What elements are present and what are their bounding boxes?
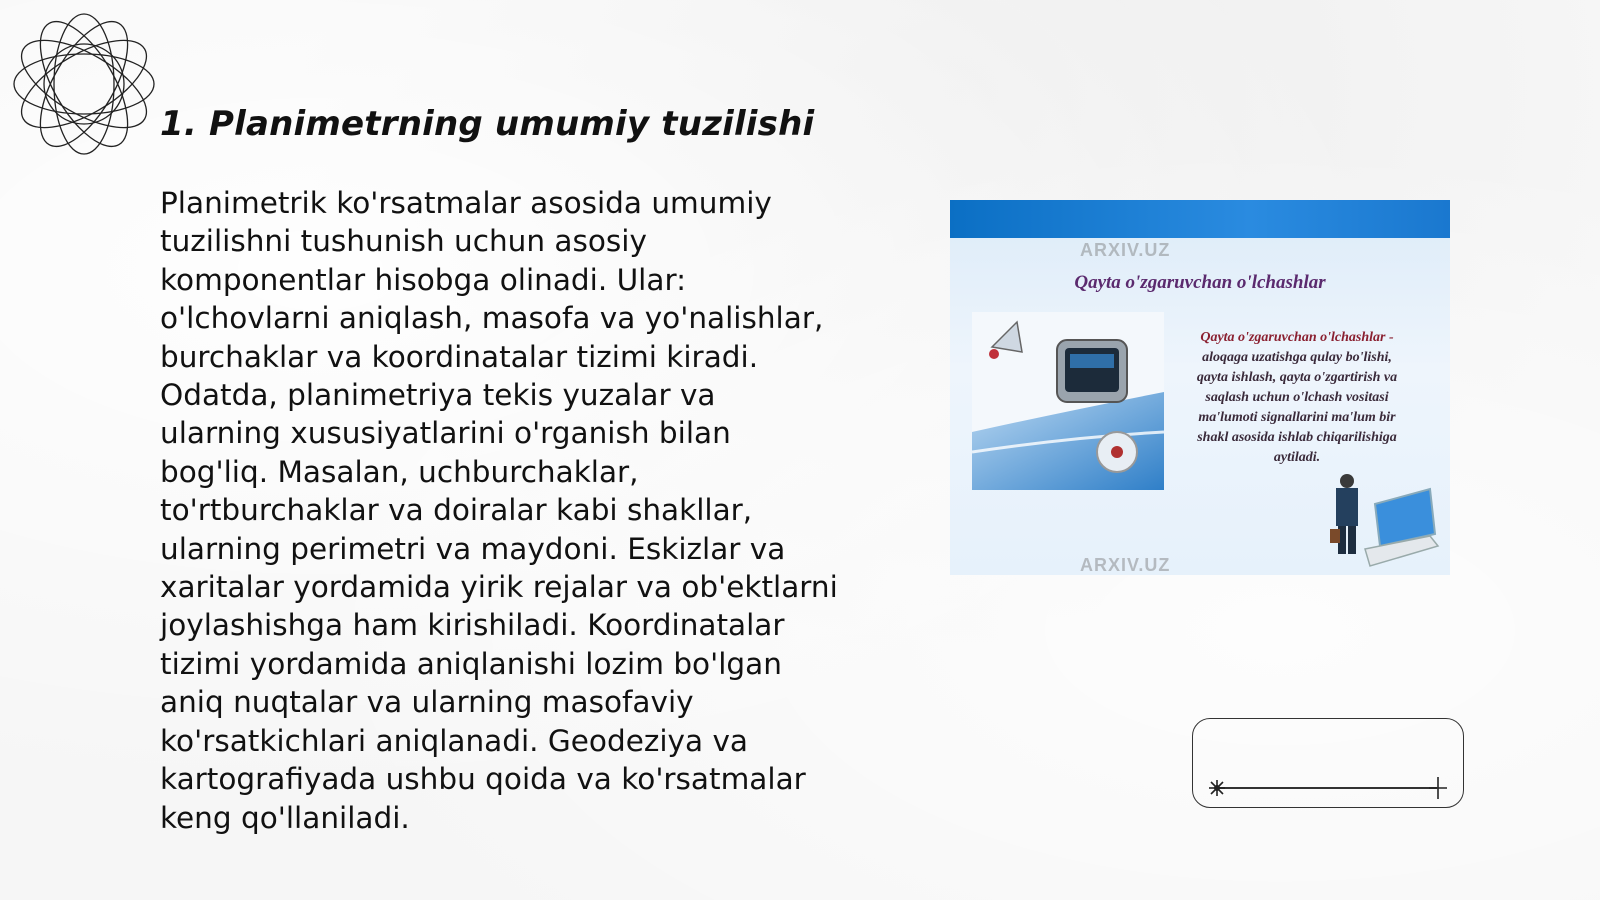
body-line: kartografiyada ushbu qoida va ko'rsatmalar: [160, 762, 806, 797]
measuring-device-illustration: [972, 312, 1164, 490]
ornament-circles-icon: [10, 10, 158, 158]
body-line: komponentlar hisobga olinadi. Ular:: [160, 262, 687, 297]
body-line: keng qo'llaniladi.: [160, 800, 410, 835]
image-header-bar: [950, 200, 1450, 238]
embedded-slide-image: [950, 200, 1450, 575]
body-line: to'rtburchaklar va doiralar kabi shakllar,: [160, 493, 753, 528]
description-line: shakl asosida ishlab chiqarilishiga: [1197, 430, 1397, 445]
slide-title: 1. Planimetrning umumiy tuzilishi: [160, 104, 815, 144]
slider-track[interactable]: [1217, 787, 1437, 789]
image-heading: Qayta o'zgaruvchan o'lchashlar: [1074, 272, 1326, 293]
watermark: ARXIV.UZ: [1080, 555, 1171, 575]
body-line: burchaklar va koordinatalar tizimi kiradi.: [160, 339, 759, 374]
description-line: qayta ishlash, qayta o'zgartirish va: [1196, 370, 1398, 385]
description-lead: Qayta o'zgaruvchan o'lchashlar -: [1200, 330, 1394, 345]
image-description: [1172, 328, 1422, 468]
description-line: saqlash uchun o'lchash vositasi: [1205, 390, 1389, 405]
watermark: ARXIV.UZ: [1080, 240, 1171, 260]
body-line: Planimetrik ko'rsatmalar asosida umumiy: [160, 186, 772, 220]
body-line: tizimi yordamida aniqlanishi lozim bo'lgan: [160, 646, 782, 681]
body-line: bog'liq. Masalan, uchburchaklar,: [160, 454, 639, 489]
body-line: xaritalar yordamida yirik rejalar va ob'ektlarni: [160, 570, 838, 605]
body-line: ko'rsatkichlari aniqlanadi. Geodeziya va: [160, 723, 748, 758]
description-line: aloqaga uzatishga qulay bo'lishi,: [1202, 350, 1392, 365]
body-line: ularning xususiyatlarini o'rganish bilan: [160, 416, 731, 451]
businessman-laptop-illustration: [1330, 474, 1440, 569]
body-line: aniq nuqtalar va ularning masofaviy: [160, 685, 694, 720]
body-line: o'lchovlarni aniqlash, masofa va yo'nalishlar,: [160, 301, 824, 336]
body-line: Odatda, planimetriya tekis yuzalar va: [160, 378, 716, 413]
sparkle-icon: [1207, 778, 1227, 798]
crosshair-icon[interactable]: [1429, 777, 1447, 799]
description-line: aytiladi.: [1273, 450, 1321, 465]
body-line: ularning perimetri va maydoni. Eskizlar va: [160, 531, 786, 566]
description-line: ma'lumoti signallarini ma'lum bir: [1198, 410, 1396, 425]
body-line: tuzilishni tushunish uchun asosiy: [160, 224, 647, 259]
slide-body: [160, 184, 860, 837]
slider-control[interactable]: [1192, 718, 1464, 808]
body-line: joylashishga ham kirishiladi. Koordinatalar: [160, 608, 785, 643]
